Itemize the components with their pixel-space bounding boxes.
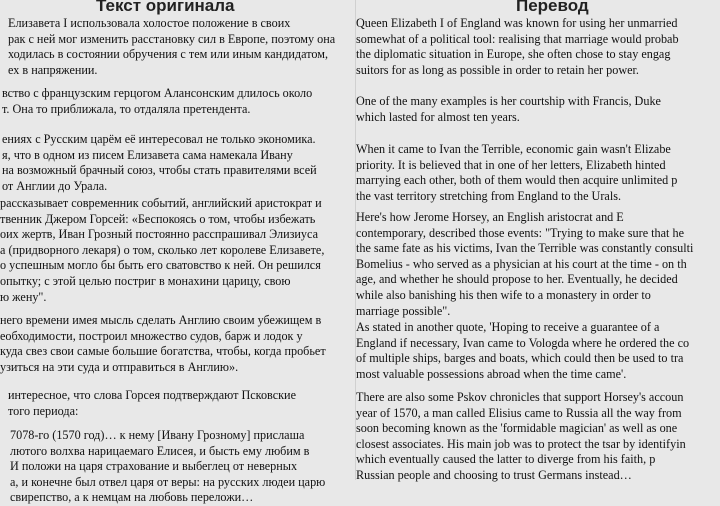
original-text-column bbox=[0, 0, 356, 505]
paragraph bbox=[0, 196, 356, 305]
paragraph bbox=[356, 390, 720, 484]
text-line: куда свез свои самые большие богатства, чтобы, когда пробьет bbox=[0, 344, 326, 359]
text-line: ходилась в состоянии обручения с тем или иным кандидатом, bbox=[8, 47, 329, 62]
text-line: while also banishing his then wife to a monastery in order to bbox=[356, 287, 651, 302]
text-line: somewhat of a political tool: realising that marriage would probab bbox=[356, 31, 679, 46]
paragraph bbox=[356, 94, 720, 125]
text-line: т. Она то приближала, то отдаляла претендента. bbox=[2, 101, 251, 116]
text-line: ех в напряжении. bbox=[8, 62, 98, 77]
text-line: И положи на царя страхование и выбеглец от неверных bbox=[10, 459, 298, 474]
text-line: рак с ней мог изменить расстановку сил в Европе, поэтому она bbox=[8, 31, 336, 46]
text-line: which eventually caused the latter to diverge from his faith, p bbox=[356, 452, 656, 467]
text-line: When it came to Ivan the Terrible, economic gain wasn't Elizabe bbox=[356, 142, 671, 156]
text-line: the diplomatic situation in Europe, she often chose to stay engag bbox=[356, 47, 671, 62]
text-line: узиться на эти суда и отправиться в Англию». bbox=[0, 359, 239, 374]
text-line: рассказывает современник событий, английский аристократ и bbox=[0, 196, 322, 210]
paragraph bbox=[356, 320, 720, 382]
text-line: Queen Elizabeth I of England was known for using her unmarried bbox=[356, 16, 678, 30]
text-line: marriage possible". bbox=[356, 303, 451, 318]
text-line: age, and whether he should propose to her. Eventually, he decided bbox=[356, 272, 678, 287]
text-line: Here's how Jerome Horsey, an English aristocrat and E bbox=[356, 210, 624, 224]
text-line: of multiple ships, barges and boats, which could then be used to tra bbox=[356, 351, 684, 366]
text-line: closest associates. His main job was to protect the tsar by identifyin bbox=[356, 436, 686, 451]
text-line: contemporary, described those events: "Trying to make sure that he bbox=[356, 225, 684, 240]
text-line: There are also some Pskov chronicles that support Horsey's accoun bbox=[356, 390, 684, 404]
text-line: which lasted for almost ten years. bbox=[356, 109, 520, 124]
text-line: marrying each other, both of them would then acquire unlimited p bbox=[356, 173, 678, 188]
text-line: Russian people and choosing to trust Germans instead… bbox=[356, 467, 632, 482]
text-line: As stated in another quote, 'Hoping to receive a guarantee of a bbox=[356, 320, 660, 334]
text-line: Елизавета I использовала холостое положение в своих bbox=[8, 16, 291, 30]
text-line: England if necessary, Ivan came to Vologda where he ordered the co bbox=[356, 335, 690, 350]
text-line: ю жену". bbox=[0, 289, 47, 304]
text-line: от Англии до Урала. bbox=[2, 178, 108, 193]
paragraph bbox=[356, 210, 720, 319]
text-line: Bomelius - who served as a physician at his court at the time - on th bbox=[356, 256, 687, 271]
text-line: One of the many examples is her courtship with Francis, Duke bbox=[356, 94, 661, 108]
text-line: того периода: bbox=[8, 403, 79, 418]
text-line: о успешным могло бы быть его сватовство к ней. Он решился bbox=[0, 258, 321, 273]
text-line: the same fate as his victims, Ivan the Terrible was constantly consulti bbox=[356, 241, 694, 256]
text-line: вство с французским герцогом Алансонским длилось около bbox=[2, 86, 313, 100]
text-line: а, и конечне был отвел царя от веры: на русских людеи царю bbox=[10, 474, 326, 489]
text-line: лютого волхва нарицаемаго Елисея, и бысть ему любим в bbox=[10, 443, 310, 458]
paragraph bbox=[0, 86, 358, 117]
text-line: интересное, что слова Горсея подтверждают Псковские bbox=[8, 388, 296, 402]
text-line: твенник Джером Горсей: «Беспокоясь о том, чтобы избежать bbox=[0, 211, 316, 226]
translation-header: Перевод bbox=[516, 0, 589, 15]
paragraph bbox=[0, 428, 366, 506]
text-line: priority. It is believed that in one of her letters, Elizabeth hinted bbox=[356, 157, 666, 172]
translation-column bbox=[356, 0, 720, 480]
text-line: the vast territory stretching from England to the Urals. bbox=[356, 188, 622, 203]
text-line: опытку; с этой целью постриг в монахини царицу, свою bbox=[0, 273, 291, 288]
text-line: свирепство, а к немцам на любовь переложи… bbox=[10, 490, 254, 505]
paragraph bbox=[356, 142, 720, 204]
paragraph bbox=[0, 132, 358, 194]
text-line: most valuable possessions abroad when the time came'. bbox=[356, 366, 627, 381]
text-line: 7078-го (1570 год)… к нему [Ивану Грозному] прислаша bbox=[10, 428, 305, 442]
original-text-header: Текст оригинала bbox=[96, 0, 235, 15]
text-line: на возможный брачный союз, чтобы стать правителями всей bbox=[2, 163, 317, 178]
text-line: а (придворного лекаря) о том, сколько лет королеве Елизавете, bbox=[0, 242, 325, 257]
text-line: него времени имея мысль сделать Англию своим убежищем в bbox=[0, 313, 322, 327]
text-line: soon becoming known as the 'formidable magician' as well as one bbox=[356, 421, 678, 436]
paragraph bbox=[356, 16, 720, 78]
text-line: еобходимости, построил множество судов, барж и лодок у bbox=[0, 328, 303, 343]
paragraph bbox=[0, 313, 356, 375]
text-line: оих жертв, Иван Грозный постоянно расспрашивал Элизиуса bbox=[0, 227, 318, 242]
paragraph bbox=[0, 16, 364, 78]
text-line: suitors for as long as possible in order to retain her power. bbox=[356, 62, 639, 77]
paragraph bbox=[0, 388, 364, 419]
text-line: я, что в одном из писем Елизавета сама намекала Ивану bbox=[2, 147, 293, 162]
text-line: ениях с Русским царём её интересовал не только экономика. bbox=[2, 132, 316, 146]
text-line: year of 1570, a man called Elisius came to Russia all the way from bbox=[356, 405, 682, 420]
